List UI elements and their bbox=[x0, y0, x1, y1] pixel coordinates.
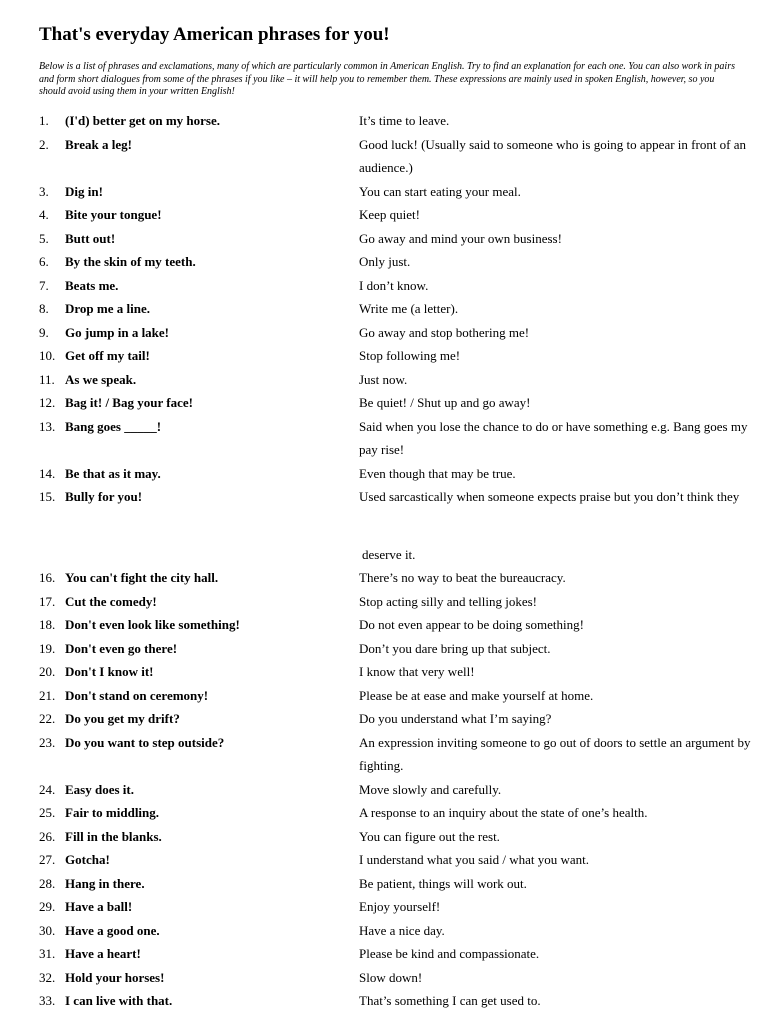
item-phrase: Fair to middling. bbox=[65, 805, 160, 820]
list-item bbox=[0, 109, 768, 133]
list-item bbox=[0, 707, 768, 731]
list-item bbox=[0, 684, 768, 708]
item-number: 21. bbox=[39, 687, 56, 703]
item-number: 25. bbox=[39, 805, 56, 820]
item-meaning: Stop following me! bbox=[359, 348, 461, 363]
item-meaning: You can start eating your meal. bbox=[359, 183, 521, 199]
item-phrase: Have a good one. bbox=[65, 922, 160, 938]
item-phrase: I can live with that. bbox=[65, 993, 173, 1008]
item-meaning: Be quiet! / Shut up and go away! bbox=[359, 395, 531, 410]
item-meaning: Do you understand what I’m saying? bbox=[359, 711, 552, 726]
item-number: 1. bbox=[39, 113, 49, 128]
item-phrase: Don't stand on ceremony! bbox=[65, 687, 209, 703]
list-item bbox=[0, 637, 768, 661]
item-phrase: As we speak. bbox=[65, 371, 137, 387]
item-phrase: Don't even look like something! bbox=[65, 617, 240, 632]
item-number: 28. bbox=[39, 875, 56, 891]
item-number: 4. bbox=[39, 207, 49, 222]
item-number: 22. bbox=[39, 711, 56, 726]
list-item bbox=[0, 297, 768, 321]
list-item bbox=[0, 942, 768, 966]
item-phrase: Have a ball! bbox=[65, 899, 133, 914]
item-meaning: Keep quiet! bbox=[359, 207, 421, 222]
item-number: 31. bbox=[39, 946, 56, 961]
item-number: 7. bbox=[39, 277, 49, 293]
item-number: 23. bbox=[39, 734, 56, 750]
item-meaning: I don’t know. bbox=[359, 277, 429, 293]
item-phrase: Bully for you! bbox=[65, 489, 143, 504]
item-phrase: Fill in the blanks. bbox=[65, 828, 162, 844]
list-item bbox=[0, 660, 768, 684]
item-number: 29. bbox=[39, 899, 56, 914]
item-phrase: Break a leg! bbox=[65, 136, 132, 152]
item-number: 2. bbox=[39, 136, 49, 152]
item-meaning: Go away and mind your own business! bbox=[359, 230, 562, 246]
list-item bbox=[0, 321, 768, 345]
item-meaning: deserve it. bbox=[362, 546, 416, 562]
item-meaning: Used sarcastically when someone expects praise but you don’t think they bbox=[359, 489, 740, 504]
list-item bbox=[0, 801, 768, 825]
list-item bbox=[0, 485, 768, 509]
item-meaning: Don’t you dare bring up that subject. bbox=[359, 640, 551, 656]
item-phrase: Butt out! bbox=[65, 230, 116, 246]
item-phrase: Have a heart! bbox=[65, 946, 141, 961]
item-number: 5. bbox=[39, 230, 49, 246]
item-number: 9. bbox=[39, 324, 49, 340]
item-phrase: Bang goes _____! bbox=[65, 418, 162, 434]
item-phrase: Beats me. bbox=[65, 277, 119, 293]
item-number: 6. bbox=[39, 254, 49, 269]
item-phrase: Hang in there. bbox=[65, 875, 145, 891]
list-item bbox=[0, 227, 768, 251]
item-number: 30. bbox=[39, 922, 56, 938]
item-meaning: Enjoy yourself! bbox=[359, 899, 441, 914]
list-item bbox=[0, 778, 768, 802]
list-item bbox=[0, 462, 768, 486]
item-meaning: Write me (a letter). bbox=[359, 301, 459, 316]
item-phrase: Get off my tail! bbox=[65, 348, 150, 363]
item-meaning: Do not even appear to be doing something! bbox=[359, 617, 584, 632]
item-meaning: You can figure out the rest. bbox=[359, 828, 500, 844]
item-phrase: Bag it! / Bag your face! bbox=[65, 395, 193, 410]
list-item bbox=[0, 203, 768, 227]
list-item bbox=[0, 989, 768, 1013]
item-phrase: Do you want to step outside? bbox=[65, 734, 225, 750]
list-item bbox=[0, 274, 768, 298]
item-meaning: I understand what you said / what you want. bbox=[359, 852, 589, 867]
item-meaning: Have a nice day. bbox=[359, 922, 445, 938]
list-item bbox=[0, 133, 768, 180]
item-number: 14. bbox=[39, 465, 56, 481]
item-number: 12. bbox=[39, 395, 56, 410]
list-item bbox=[0, 848, 768, 872]
item-phrase: By the skin of my teeth. bbox=[65, 254, 196, 269]
list-item bbox=[0, 872, 768, 896]
item-number: 27. bbox=[39, 852, 56, 867]
item-meaning: Only just. bbox=[359, 254, 411, 269]
item-number: 16. bbox=[39, 570, 56, 585]
page-title: That's everyday American phrases for you! bbox=[39, 24, 390, 45]
phrase-list bbox=[0, 109, 768, 1013]
item-meaning: An expression inviting someone to go out of doors to settle an argument by fighting. bbox=[359, 734, 751, 773]
item-phrase: Do you get my drift? bbox=[65, 711, 180, 726]
list-item bbox=[0, 731, 768, 778]
item-phrase: Dig in! bbox=[65, 183, 103, 199]
list-item bbox=[0, 415, 768, 462]
list-item bbox=[0, 344, 768, 368]
list-item bbox=[0, 566, 768, 590]
item-number: 10. bbox=[39, 348, 56, 363]
item-phrase: Don't I know it! bbox=[65, 664, 154, 679]
list-item bbox=[0, 966, 768, 990]
item-number: 3. bbox=[39, 183, 49, 199]
item-meaning: Slow down! bbox=[359, 969, 423, 985]
item-meaning: A response to an inquiry about the state of one’s health. bbox=[359, 805, 648, 820]
item-phrase: Easy does it. bbox=[65, 781, 134, 797]
item-meaning: Please be kind and compassionate. bbox=[359, 946, 540, 961]
item-phrase: Be that as it may. bbox=[65, 465, 161, 481]
item-meaning: There’s no way to beat the bureaucracy. bbox=[359, 570, 566, 585]
item-phrase: Gotcha! bbox=[65, 852, 110, 867]
item-phrase: Don't even go there! bbox=[65, 640, 178, 656]
list-item bbox=[0, 250, 768, 274]
item-number: 20. bbox=[39, 664, 56, 679]
item-meaning: Please be at ease and make yourself at home. bbox=[359, 687, 594, 703]
item-number: 24. bbox=[39, 781, 56, 797]
item-meaning: Just now. bbox=[359, 371, 408, 387]
item-phrase: (I'd) better get on my horse. bbox=[65, 113, 221, 128]
list-item bbox=[0, 613, 768, 637]
item-meaning: Even though that may be true. bbox=[359, 465, 516, 481]
item-meaning: Move slowly and carefully. bbox=[359, 781, 502, 797]
list-item bbox=[0, 368, 768, 392]
item-meaning: I know that very well! bbox=[359, 664, 475, 679]
list-item bbox=[0, 391, 768, 415]
item-phrase: Bite your tongue! bbox=[65, 207, 162, 222]
item-meaning: Be patient, things will work out. bbox=[359, 875, 527, 891]
item-phrase: You can't fight the city hall. bbox=[65, 570, 219, 585]
item-number: 32. bbox=[39, 969, 56, 985]
item-number: 19. bbox=[39, 640, 56, 656]
list-item bbox=[0, 825, 768, 849]
item-number: 8. bbox=[39, 301, 49, 316]
item-number: 33. bbox=[39, 993, 56, 1008]
item-meaning: Said when you lose the chance to do or have something e.g. Bang goes my pay rise! bbox=[359, 418, 748, 457]
list-item bbox=[0, 895, 768, 919]
item-number: 13. bbox=[39, 418, 56, 434]
item-meaning: It’s time to leave. bbox=[359, 113, 450, 128]
item-meaning: Good luck! (Usually said to someone who is going to appear in front of an audience.) bbox=[359, 136, 747, 175]
list-item bbox=[0, 919, 768, 943]
item-phrase: Hold your horses! bbox=[65, 969, 165, 985]
list-item bbox=[0, 590, 768, 614]
item-phrase: Go jump in a lake! bbox=[65, 324, 170, 340]
list-item bbox=[0, 543, 768, 567]
item-number: 26. bbox=[39, 828, 56, 844]
item-meaning: Go away and stop bothering me! bbox=[359, 324, 530, 340]
item-number: 15. bbox=[39, 489, 56, 504]
item-phrase: Drop me a line. bbox=[65, 301, 150, 316]
item-meaning: That’s something I can get used to. bbox=[359, 993, 541, 1008]
item-phrase: Cut the comedy! bbox=[65, 593, 157, 609]
item-number: 18. bbox=[39, 617, 56, 632]
item-number: 11. bbox=[39, 371, 55, 387]
item-meaning: Stop acting silly and telling jokes! bbox=[359, 593, 538, 609]
list-item bbox=[0, 180, 768, 204]
item-number: 17. bbox=[39, 593, 56, 609]
intro-paragraph: Below is a list of phrases and exclamations, many of which are particularly common in American English. Try to find an explanation for each one. You can also work in pairs and form short dialogues from some of the phrases if you like – it will help you to remember them. These expressions are mainly used in spoken English, however, so you should avoid using them in your written English! bbox=[39, 61, 735, 97]
